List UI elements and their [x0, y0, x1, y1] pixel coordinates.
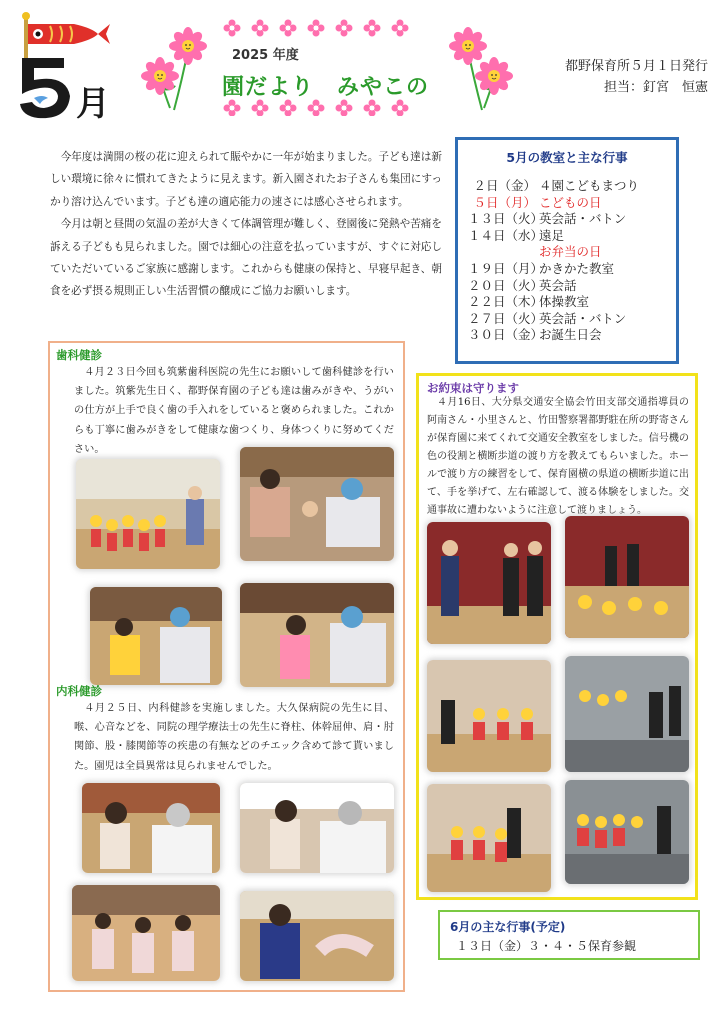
event-name: 体操教室 — [539, 294, 590, 310]
june-events-box — [438, 910, 700, 960]
event-date: ５日（月） — [473, 194, 536, 210]
promise-text — [427, 394, 689, 520]
event-row — [458, 195, 676, 212]
event-row — [458, 211, 676, 228]
events-title: 5月の教室と主な行事 — [506, 150, 628, 165]
event-date: ２７日（火） — [468, 310, 544, 326]
cosmos-flower-banner — [128, 16, 520, 116]
koinobori-icon — [28, 24, 110, 44]
event-name: こどもの日 — [539, 194, 602, 210]
event-name: 英会話 — [539, 277, 577, 293]
event-date: ２２日（木） — [468, 294, 544, 310]
safety-photo-instructors — [427, 522, 551, 644]
dental-photo-exam — [240, 447, 394, 561]
event-name: お誕生日会 — [539, 327, 602, 343]
event-date: ３０日（金） — [468, 327, 544, 343]
event-date: １９日（月） — [468, 260, 544, 276]
fiscal-year-label: 2025 年度 — [232, 48, 299, 63]
author-line: 担当：釘宮 恒憲 — [603, 80, 708, 95]
medical-paragraph: ４月２５日、内科健診を実施しました。大久保病院の先生に目、喉、心音などを、同院の理学療法士の先生に脊柱、体幹屈伸、肩・肘関節、股・膝関節等の疾患の有無などのチエック含めて診て貰いました。園児は全員異常は見られませんでした。 — [74, 703, 394, 772]
safety-photo-hall — [565, 516, 689, 638]
dental-title: 歯科健診 — [56, 348, 102, 362]
event-name: 英会話・バトン — [539, 310, 627, 326]
june-title: 6月の主な行事(予定) — [450, 920, 566, 934]
month-kanji: 月 — [76, 84, 110, 124]
medical-photo-stretch — [72, 885, 220, 981]
event-row — [458, 228, 676, 245]
event-name: ４園こどもまつり — [539, 178, 640, 193]
event-name: かきかた教室 — [539, 260, 615, 276]
issuer-block — [528, 56, 708, 98]
intro-paragraph: 今年度は満開の桜の花に迎えられて賑やかに一年が始まりました。子ども達は新しい環境に徐々に慣れてきたように見えます。新入園されたお子さんも集団にすっかり溶け込んでいます。子ども達の適応能力の速さには感心させられます。 — [50, 151, 442, 208]
issue-date-line: 都野保育所５月１日発行 — [564, 59, 708, 74]
may-events-box — [455, 137, 679, 364]
event-name: 遠足 — [539, 227, 565, 243]
safety-photo-practice — [427, 660, 551, 772]
dental-paragraph: ４月２３日今回も筑紫歯科医院の先生にお願いして歯科健診を行いました。筑紫先生日く、都野保育園の子ども達は歯みがきや、うがいの仕方が上手で良く歯の手入れをしていると褒められました。これからも丁寧に歯みがきをして健康な歯つくり、身体つくりに努めてください。 — [74, 367, 394, 455]
june-detail: １３日（金）３・４・５保育参観 — [456, 939, 637, 953]
intro-paragraph: 今月は朝と昼間の気温の差が大きくて体調管理が難しく、登園後に発熱や苦痛を訴える子どもも見られました。園では細心の注意を払っていますが、すぐに対応していただいているご家族に感謝します。これからも健康の保持と、早寝早起き、朝食を必ず摂る規則正しい生活習慣の醸成にご協力お願いします。 — [50, 218, 442, 298]
dental-photo-child — [90, 587, 222, 685]
safety-photo-crosswalk — [565, 656, 689, 772]
intro-text — [50, 146, 442, 303]
event-row — [458, 244, 676, 261]
medical-photo-stethoscope — [82, 783, 220, 873]
dental-text — [74, 363, 394, 459]
event-row — [458, 178, 676, 195]
safety-photo-road — [565, 780, 689, 884]
health-checkup-section — [48, 341, 405, 992]
events-list — [458, 178, 676, 344]
event-row — [458, 278, 676, 295]
safety-photo-raise-hand — [427, 784, 551, 892]
event-date: ２日（金） — [473, 178, 536, 193]
medical-photo-bend — [240, 891, 394, 981]
event-date: ２０日（火） — [468, 277, 544, 293]
event-date: １３日（火） — [468, 211, 544, 227]
event-row — [458, 327, 676, 344]
medical-title: 内科健診 — [56, 684, 102, 698]
event-row — [458, 311, 676, 328]
event-row — [458, 261, 676, 278]
event-name: お弁当の日 — [539, 244, 602, 260]
traffic-safety-section — [416, 373, 698, 900]
newsletter-title: 園だより みやこの — [222, 75, 430, 100]
medical-text — [74, 699, 394, 776]
event-name: 英会話・バトン — [539, 211, 627, 227]
promise-title: お約束は守ります — [427, 381, 519, 395]
dental-photo-check — [240, 583, 394, 687]
event-row — [458, 294, 676, 311]
event-date: １４日（水） — [468, 227, 544, 243]
event-date — [468, 244, 539, 261]
may-month-logo — [14, 8, 122, 124]
promise-paragraph: ４月16日、大分県交通安全協会竹田支部交通指導員の阿南さん・小里さんと、竹田警察署都野駐在所の野寄さんが保育園に来てくれて交通安全教室をしました。信号機の色の役割と横断歩道の渡り方を教えてもらいました。ホールで渡り方の練習をして、保育園横の県道の横断歩道に出て、手を挙げて、左右確認して、渡る体験をしました。交通事故に遭わないように注意して渡りましょう。 — [427, 397, 689, 516]
medical-photo-exam — [240, 783, 394, 873]
dental-photo-group — [76, 459, 220, 569]
